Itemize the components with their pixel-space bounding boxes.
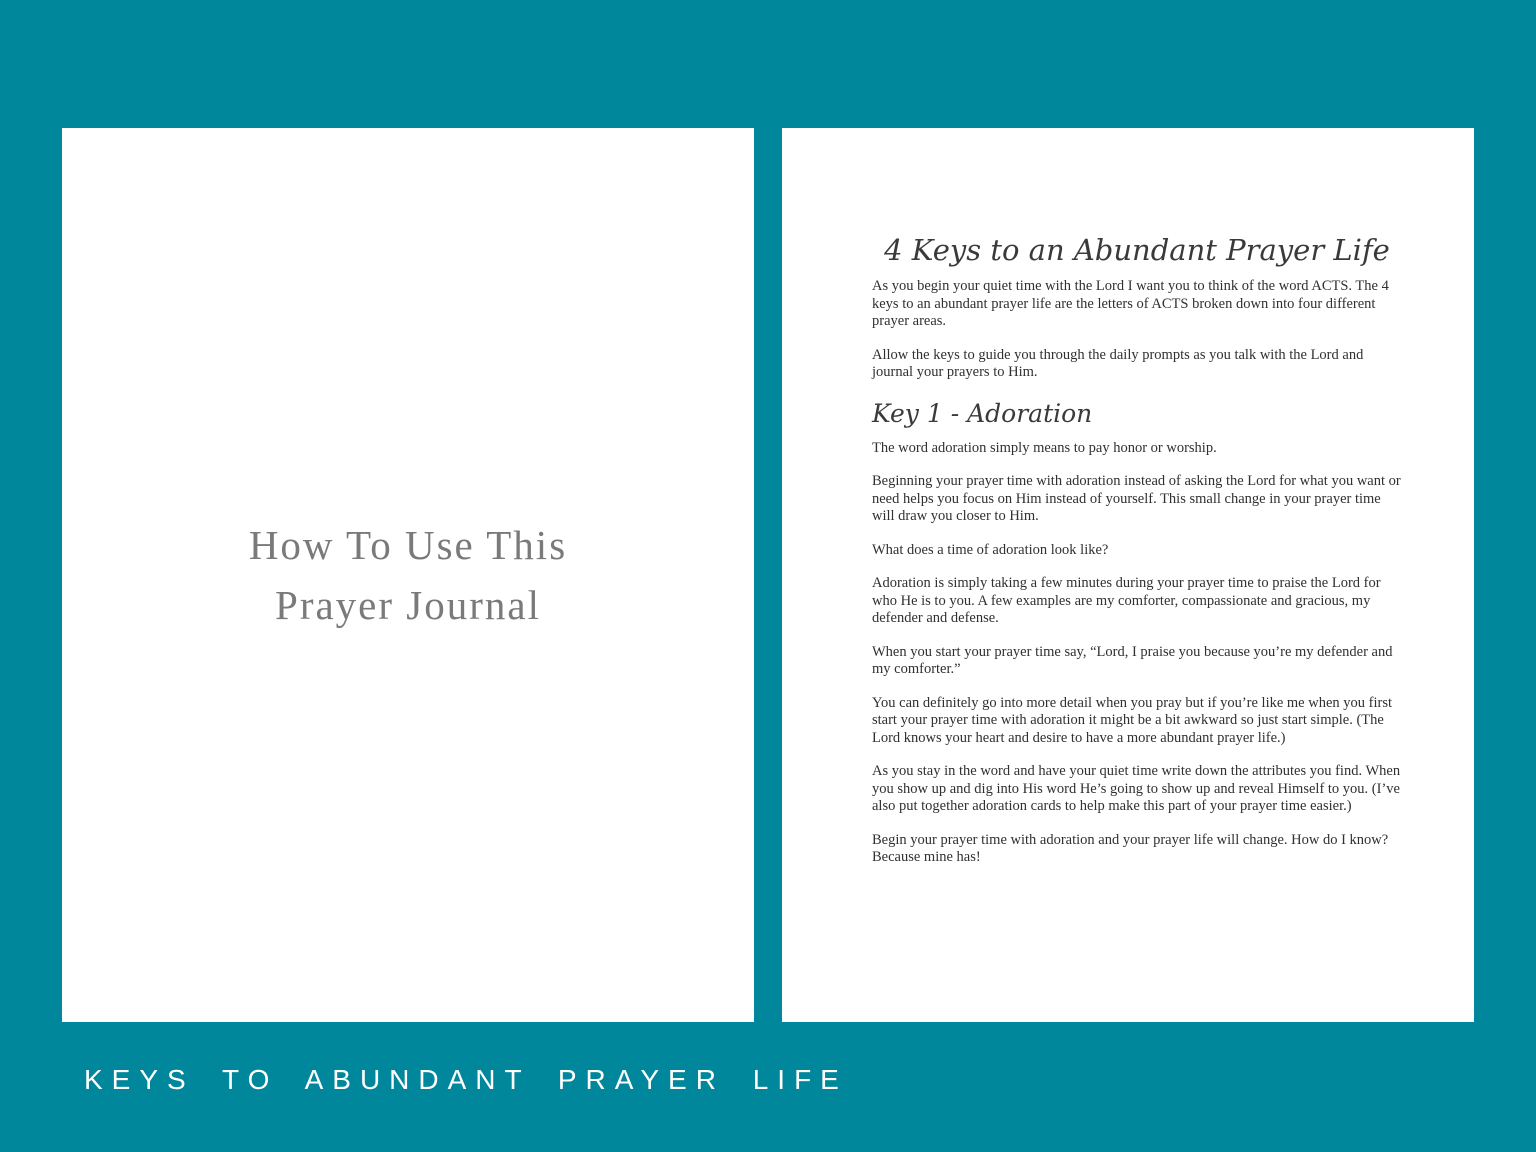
body-paragraph: When you start your prayer time say, “Lord, I praise you because you’re my defender and my comforter.” xyxy=(872,643,1393,677)
right-page xyxy=(782,128,1474,1022)
body-paragraph: What does a time of adoration look like? xyxy=(872,541,1109,558)
body-paragraph: The word adoration simply means to pay honor or worship. xyxy=(872,439,1217,456)
intro-paragraph: Allow the keys to guide you through the daily prompts as you talk with the Lord and journal your prayers to Him. xyxy=(872,346,1364,380)
body-paragraph: Adoration is simply taking a few minutes during your prayer time to praise the Lord for who He is to you. A few examples are my comforter, compassionate and gracious, my defender and defense. xyxy=(872,575,1381,626)
left-page-title-line1: How To Use This xyxy=(248,522,568,568)
footer-caption: KEYS TO ABUNDANT PRAYER LIFE xyxy=(84,1064,848,1095)
left-page-title xyxy=(249,515,567,635)
body-paragraph: As you stay in the word and have your quiet time write down the attributes you find. When you show up and dig into His word He’s going to show up and reveal Himself to you. (I’ve also put together adoration cards to help make this part of your prayer time easier.) xyxy=(872,763,1401,814)
left-page-title-line2: Prayer Journal xyxy=(275,582,541,628)
intro-paragraph: As you begin your quiet time with the Lord I want you to think of the word ACTS. The 4 keys to an abundant prayer life are the letters of ACTS broken down into four different prayer areas. xyxy=(872,278,1389,329)
body-paragraph: Beginning your prayer time with adoration instead of asking the Lord for what you want or need helps you focus on Him instead of yourself. This small change in your prayer time will draw you closer to Him. xyxy=(872,473,1401,524)
section-heading-key1: Key 1 - Adoration xyxy=(872,398,1093,428)
body-paragraph: You can definitely go into more detail when you pray but if you’re like me when you first start your prayer time with adoration it might be a bit awkward so just start simple. (The Lord knows your heart and desire to have a more abundant prayer life.) xyxy=(872,694,1393,746)
right-page-title: 4 Keys to an Abundant Prayer Life xyxy=(884,233,1390,267)
body-paragraph: Begin your prayer time with adoration and your prayer life will change. How do I know? Because mine has! xyxy=(872,831,1389,865)
left-page xyxy=(62,128,754,1022)
